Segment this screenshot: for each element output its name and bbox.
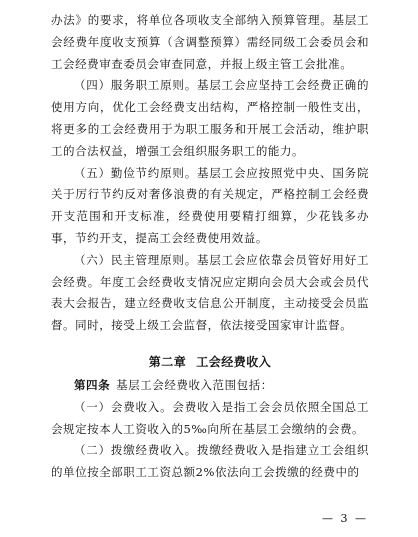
chapter-title: 工会经费收入 [196, 354, 272, 369]
article-4-label: 第四条 [74, 377, 111, 392]
paragraph-thrift-principle: （五）勤俭节约原则。基层工会应按照党中央、国务院关于厉行节约反对奢侈浪费的有关规定，严格控制工会经费开支范围和开支标准，经费使用要精打细算，少花钱多办事，节约开支，提高工会经费使用效益。 [51, 165, 369, 245]
paragraph-democratic-principle: （六）民主管理原则。基层工会应依靠会员管好用好工会经费。年度工会经费收支情况应定期向会员大会或会员代表大会报告，建立经费收支信息公开制度，主动接受会员监督。同时，接受上级工会监督，依法接受国家审计监督。 [51, 252, 369, 333]
item-allocated-funds: （二）拨缴经费收入。拨缴经费收入是指建立工会组织的单位按全部职工工资总额2%依法向工会拨缴的经费中的 [51, 443, 369, 480]
page-number: — 3 — [322, 512, 368, 525]
chapter-heading [51, 353, 369, 371]
page-content [51, 10, 369, 484]
chapter-number: 第二章 [148, 354, 187, 369]
paragraph-service-principle: （四）服务职工原则。基层工会应坚持工会经费正确的使用方向，优化工会经费支出结构，严格控制一般性支出，将更多的工会经费用于为职工服务和开展工会活动，维护职工的合法权益，增强工会组织服务职工的能力。 [51, 78, 369, 158]
paragraph-budget-continuation: 办法》的要求，将单位各项收支全部纳入预算管理。基层工会经费年度收支预算（含调整预算）需经同级工会委员会和工会经费审查委员会审查同意，并报上级主管工会批准。 [51, 13, 369, 71]
article-4-text: 基层工会经费收入范围包括： [116, 377, 273, 392]
article-4 [51, 375, 369, 397]
item-membership-dues: （一）会费收入。会费收入是指工会会员依照全国总工会规定按本人工资收入的5‰向所在基层工会缴纳的会费。 [51, 399, 369, 436]
